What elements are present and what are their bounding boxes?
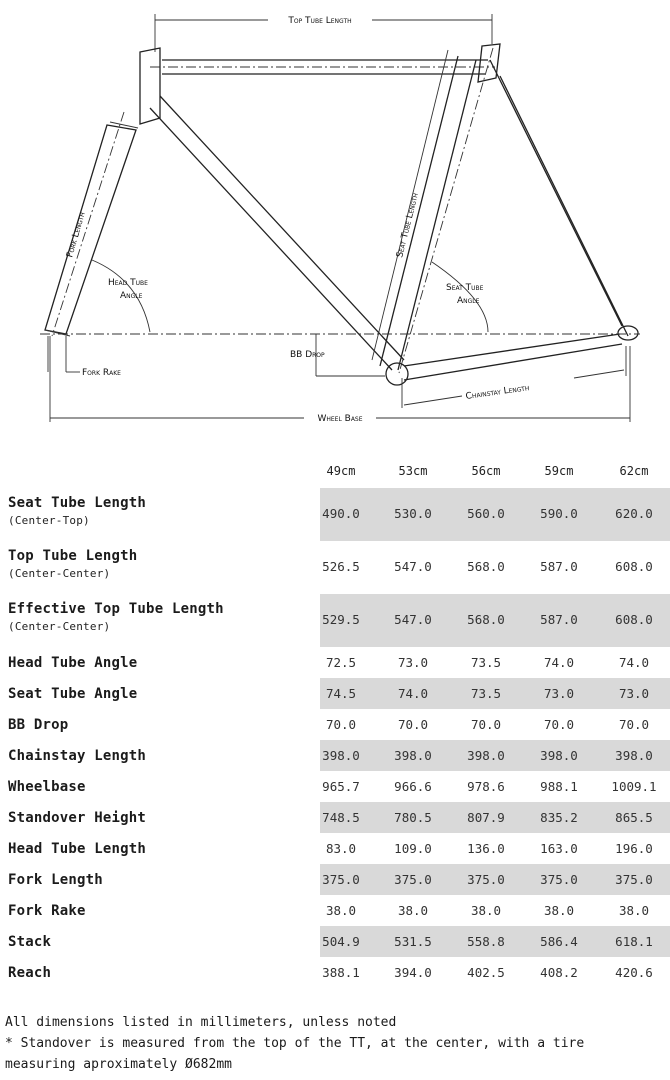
table-cell: 780.5 <box>394 810 432 825</box>
row-label-text: Fork Rake <box>8 903 86 919</box>
bb-drop-dimension <box>290 334 385 376</box>
size-header-3: 59cm <box>544 464 574 478</box>
row-label <box>8 934 51 950</box>
table-cell: 398.0 <box>615 748 653 763</box>
row-label <box>8 841 146 857</box>
row-label-text: Stack <box>8 934 52 950</box>
seat-tube-angle-label-line2: Angle <box>457 296 480 306</box>
row-label <box>8 655 137 671</box>
table-cell: 375.0 <box>394 872 432 887</box>
table-cell: 530.0 <box>394 506 432 521</box>
size-header-2: 56cm <box>471 464 501 478</box>
table-cell: 586.4 <box>540 934 578 949</box>
table-cell: 163.0 <box>540 841 578 856</box>
size-header-row <box>0 458 670 488</box>
top-tube-length-dimension <box>155 14 492 52</box>
row-label <box>8 495 146 527</box>
seat-cluster <box>478 44 500 82</box>
geometry-rows <box>0 488 670 988</box>
table-cell: 70.0 <box>325 717 357 732</box>
table-row <box>0 740 670 771</box>
bottom-bracket <box>386 363 408 385</box>
seat-tube <box>372 48 493 373</box>
table-cell: 547.0 <box>394 559 432 574</box>
table-cell: 988.1 <box>540 779 578 794</box>
table-cell: 70.0 <box>618 717 650 732</box>
row-label <box>8 686 137 702</box>
table-cell: 568.0 <box>467 559 505 574</box>
table-cell: 568.0 <box>467 612 505 627</box>
table-cell: 490.0 <box>322 506 360 521</box>
table-cell: 375.0 <box>467 872 505 887</box>
table-row <box>0 488 670 541</box>
table-cell: 620.0 <box>615 506 653 521</box>
table-row <box>0 771 670 802</box>
table-cell: 73.5 <box>470 686 502 701</box>
row-label <box>8 779 86 795</box>
table-cell: 865.5 <box>615 810 653 825</box>
size-header-1: 53cm <box>398 464 428 478</box>
table-cell: 402.5 <box>467 965 505 980</box>
row-sublabel: (Center-Top) <box>8 514 90 527</box>
row-label-text: Top Tube Length <box>8 548 138 564</box>
row-sublabel: (Center-Center) <box>8 567 111 580</box>
row-label-text: Seat Tube Length <box>8 495 147 511</box>
table-cell: 608.0 <box>615 612 653 627</box>
table-cell: 38.0 <box>397 903 429 918</box>
table-cell: 398.0 <box>394 748 432 763</box>
wheel-base-label: Wheel Base <box>317 414 363 424</box>
table-cell: 72.5 <box>325 655 357 670</box>
table-cell: 526.5 <box>322 559 360 574</box>
bb-drop-label: BB Drop <box>290 350 325 360</box>
table-cell: 70.0 <box>397 717 429 732</box>
table-row <box>0 833 670 864</box>
table-row <box>0 864 670 895</box>
table-cell: 70.0 <box>543 717 575 732</box>
table-cell: 388.1 <box>322 965 360 980</box>
row-sublabel: (Center-Center) <box>8 620 111 633</box>
table-cell: 748.5 <box>322 810 360 825</box>
chainstay-length-dimension <box>402 346 626 408</box>
table-row <box>0 647 670 678</box>
table-row <box>0 895 670 926</box>
table-cell: 375.0 <box>540 872 578 887</box>
table-row <box>0 594 670 647</box>
table-cell: 394.0 <box>394 965 432 980</box>
fork-rake-label: Fork Rake <box>82 368 121 378</box>
row-label <box>8 965 51 981</box>
table-cell: 73.0 <box>618 686 650 701</box>
head-tube-angle-marker <box>92 260 150 332</box>
table-row <box>0 541 670 594</box>
table-cell: 835.2 <box>540 810 578 825</box>
table-cell: 38.0 <box>618 903 650 918</box>
row-label <box>8 810 146 826</box>
table-cell: 618.1 <box>615 934 653 949</box>
row-label-text: Head Tube Length <box>8 841 147 857</box>
table-cell: 1009.1 <box>611 779 657 794</box>
table-cell: 978.6 <box>467 779 505 794</box>
seat-tube-angle-marker <box>432 262 488 332</box>
table-cell: 74.0 <box>397 686 429 701</box>
table-cell: 38.0 <box>325 903 357 918</box>
fork <box>45 112 138 336</box>
table-cell: 74.5 <box>325 686 357 701</box>
table-row <box>0 802 670 833</box>
table-cell: 398.0 <box>322 748 360 763</box>
row-label-text: BB Drop <box>8 717 69 733</box>
table-cell: 196.0 <box>615 841 653 856</box>
size-header-0: 49cm <box>326 464 356 478</box>
table-cell: 375.0 <box>322 872 360 887</box>
table-cell: 408.2 <box>540 965 578 980</box>
footnote-standover-cont: measuring aproximately Ø682mm <box>5 1057 232 1072</box>
row-label <box>8 548 137 580</box>
row-label-text: Effective Top Tube Length <box>8 601 224 617</box>
rear-dropout <box>618 326 638 340</box>
top-tube-length-label: Top Tube Length <box>288 16 352 26</box>
table-cell: 590.0 <box>540 506 578 521</box>
row-label <box>8 903 86 919</box>
seat-tube-length-label: Seat Tube Length <box>395 192 421 259</box>
fork-rake-dimension <box>48 336 121 378</box>
chainstay-length-label: Chainstay Length <box>465 383 531 402</box>
table-cell: 398.0 <box>540 748 578 763</box>
table-cell: 70.0 <box>470 717 502 732</box>
table-row <box>0 709 670 740</box>
table-cell: 38.0 <box>543 903 575 918</box>
table-cell: 38.0 <box>470 903 502 918</box>
table-cell: 560.0 <box>467 506 505 521</box>
head-tube <box>140 48 160 124</box>
size-header-4: 62cm <box>619 464 649 478</box>
table-cell: 136.0 <box>467 841 505 856</box>
table-cell: 965.7 <box>322 779 360 794</box>
row-label-text: Fork Length <box>8 872 103 888</box>
footnote-standover: * Standover is measured from the top of the TT, at the center, with a tire <box>5 1036 585 1051</box>
row-label-text: Chainstay Length <box>8 748 147 764</box>
geometry-table <box>0 458 670 988</box>
row-label <box>8 748 146 764</box>
row-label-text: Wheelbase <box>8 779 86 795</box>
row-label-text: Head Tube Angle <box>8 655 138 671</box>
table-cell: 529.5 <box>322 612 360 627</box>
table-cell: 587.0 <box>540 612 578 627</box>
seat-tube-angle-label-line1: Seat Tube <box>446 283 484 293</box>
head-tube-angle-label-line2: Angle <box>120 291 143 301</box>
row-label-text: Standover Height <box>8 810 147 826</box>
table-cell: 74.0 <box>543 655 575 670</box>
wheel-base-dimension <box>50 336 630 424</box>
table-cell: 608.0 <box>615 559 653 574</box>
table-cell: 73.0 <box>543 686 575 701</box>
table-cell: 966.6 <box>394 779 432 794</box>
table-cell: 109.0 <box>394 841 432 856</box>
table-cell: 420.6 <box>615 965 653 980</box>
table-cell: 398.0 <box>467 748 505 763</box>
table-cell: 504.9 <box>322 934 360 949</box>
footnotes <box>5 1012 670 1075</box>
seat-stays <box>490 60 628 336</box>
table-row <box>0 957 670 988</box>
row-label-text: Reach <box>8 965 52 981</box>
row-label-text: Seat Tube Angle <box>8 686 138 702</box>
top-tube <box>150 60 495 74</box>
row-label <box>8 601 224 633</box>
table-cell: 73.5 <box>470 655 502 670</box>
table-cell: 83.0 <box>325 841 357 856</box>
head-tube-angle-label-line1: Head Tube <box>108 278 148 288</box>
table-row <box>0 678 670 709</box>
table-row <box>0 926 670 957</box>
frame-geometry-diagram <box>0 0 670 440</box>
footnote-units: All dimensions listed in millimeters, unless noted <box>5 1015 397 1030</box>
row-label <box>8 872 103 888</box>
table-cell: 73.0 <box>397 655 429 670</box>
table-cell: 558.8 <box>467 934 505 949</box>
down-tube <box>150 96 404 370</box>
table-cell: 547.0 <box>394 612 432 627</box>
fork-length-label: Fork Length <box>65 211 88 259</box>
row-label <box>8 717 68 733</box>
table-cell: 531.5 <box>394 934 432 949</box>
chain-stays <box>404 334 622 380</box>
table-cell: 74.0 <box>618 655 650 670</box>
table-cell: 375.0 <box>615 872 653 887</box>
table-cell: 587.0 <box>540 559 578 574</box>
table-cell: 807.9 <box>467 810 505 825</box>
